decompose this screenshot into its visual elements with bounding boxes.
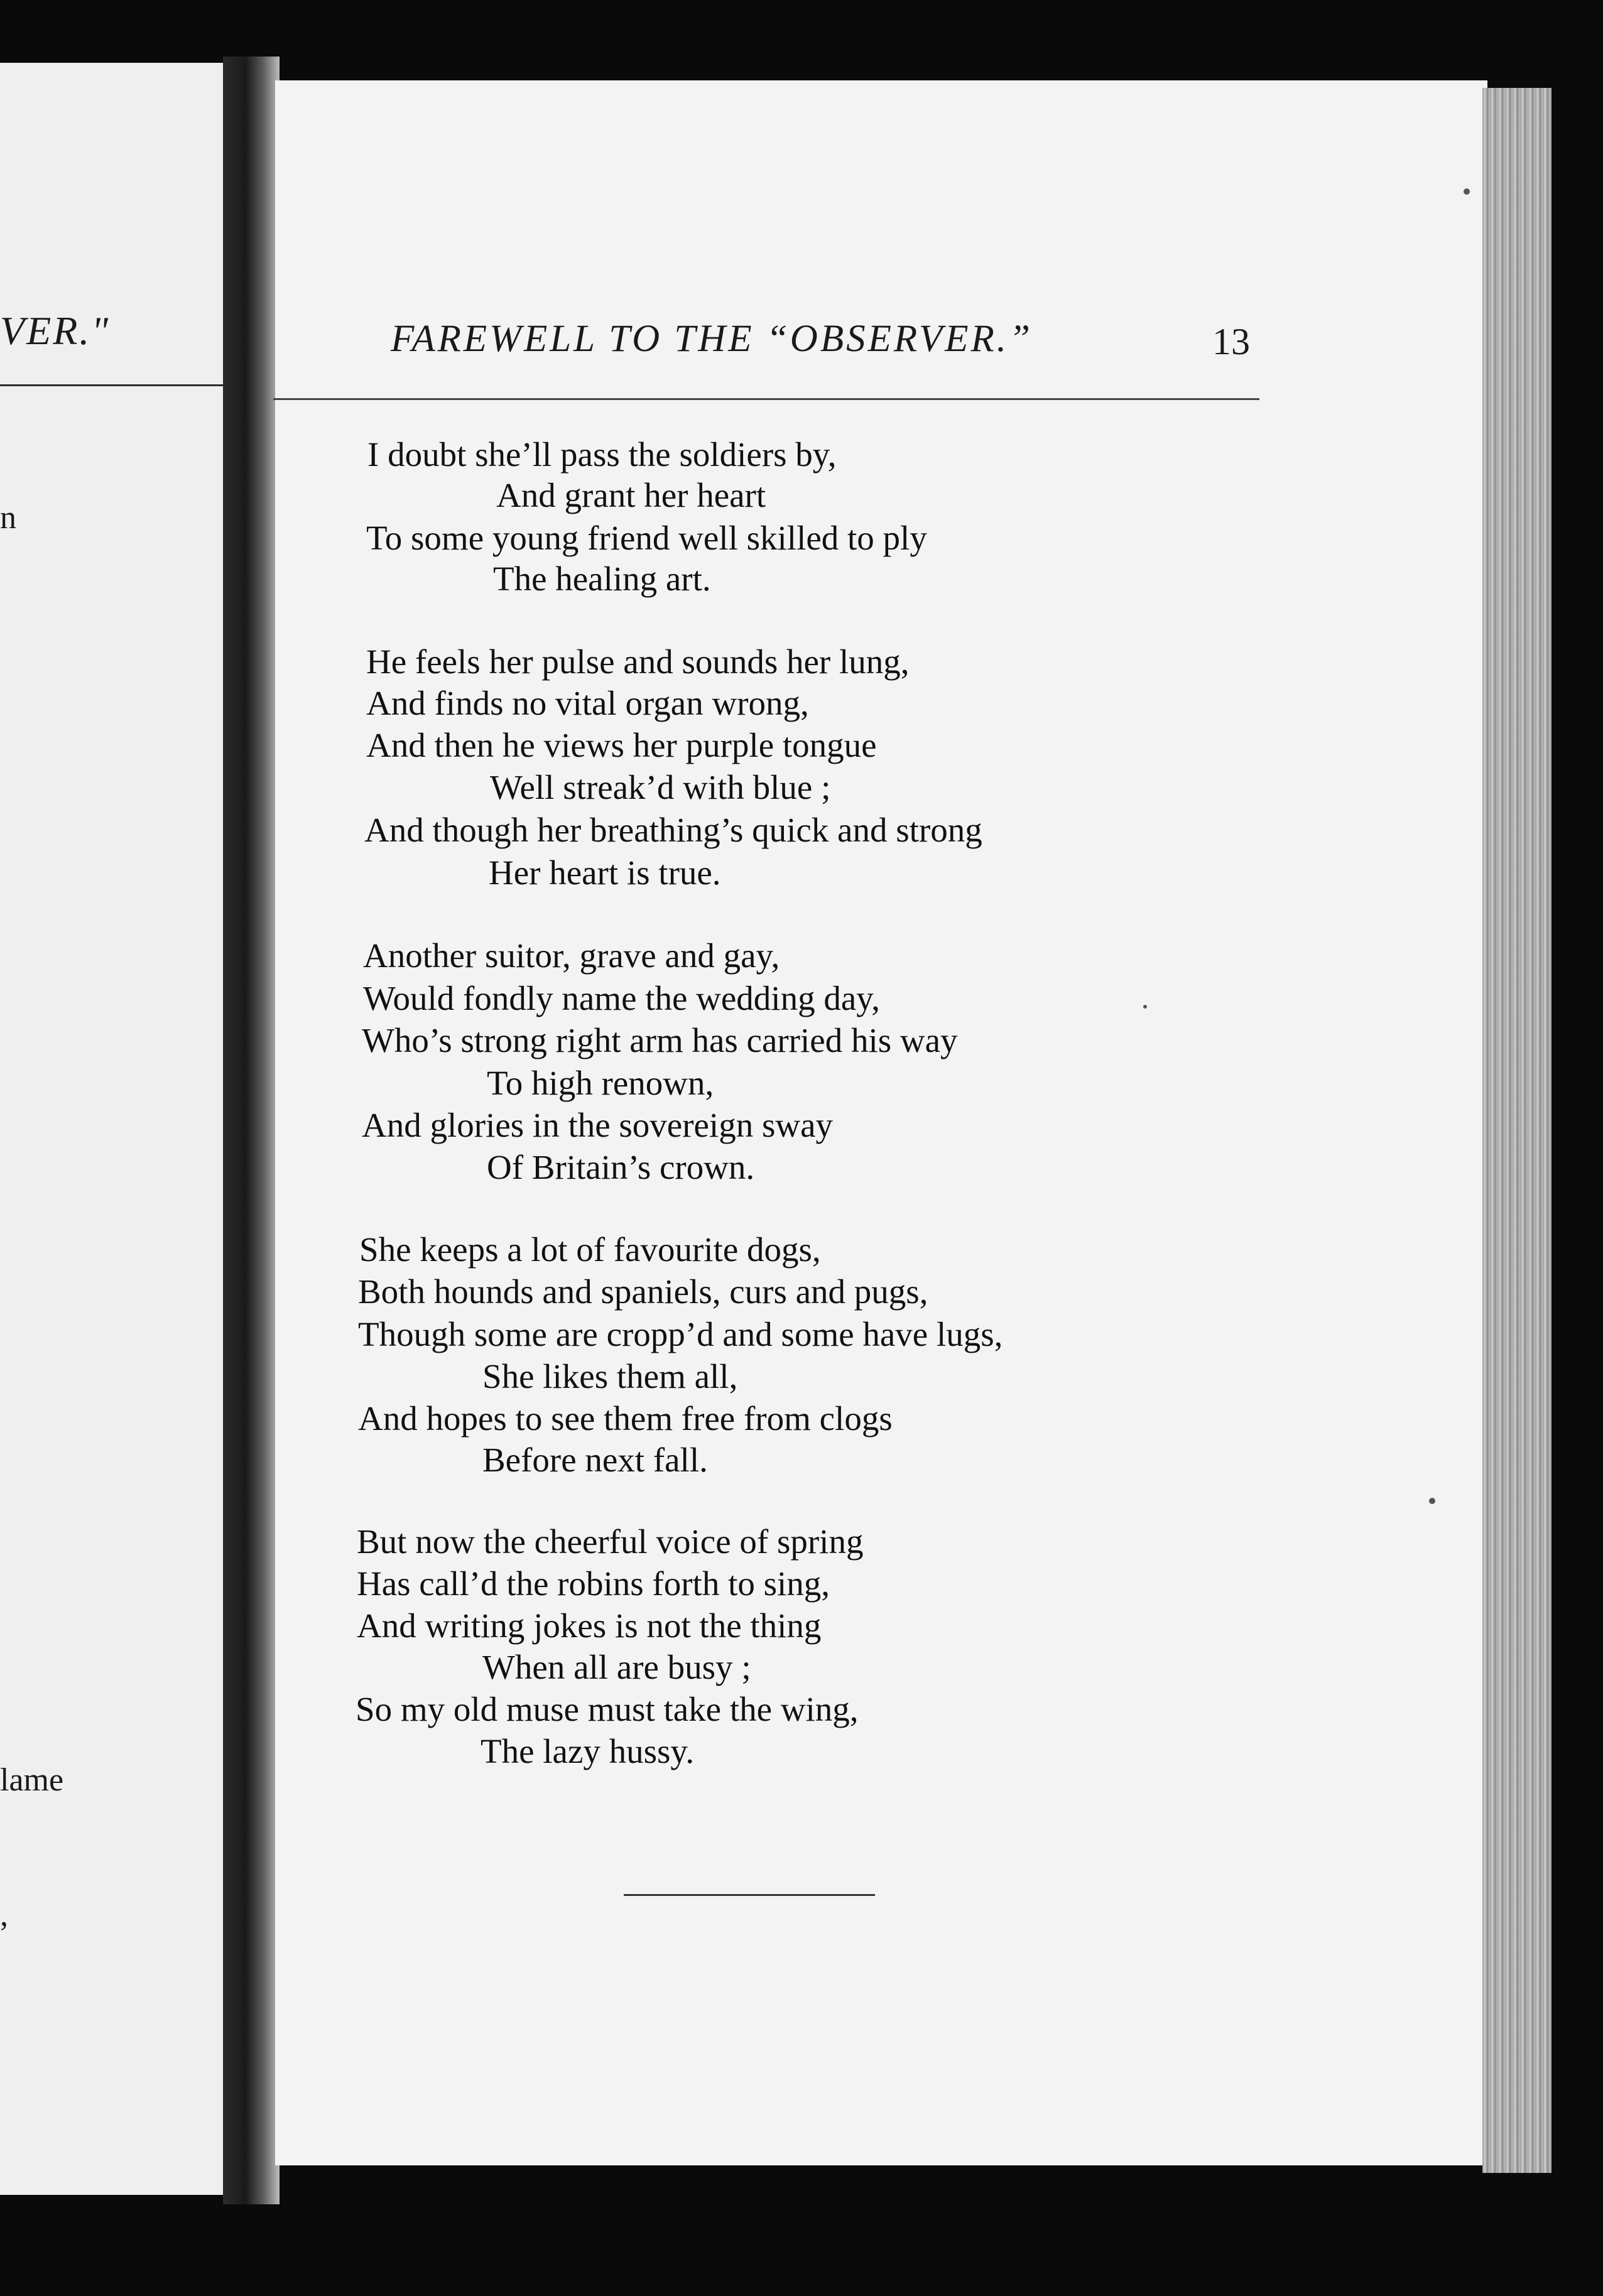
previous-page-fragment: , (0, 1897, 8, 1933)
previous-page-fragment: lame (0, 1762, 64, 1798)
poem-line: Another suitor, grave and gay, (363, 936, 780, 975)
poem-line-indented: The lazy hussy. (481, 1732, 695, 1770)
poem-line: And glories in the sovereign sway (362, 1106, 833, 1144)
poem-line-indented: The healing art. (493, 560, 711, 598)
poem-line-indented: And grant her heart (496, 476, 766, 514)
header-rule (273, 398, 1259, 400)
poem-line-indented: To high renown, (487, 1064, 714, 1102)
book-gutter (223, 57, 280, 2204)
poem-line: Though some are cropp’d and some have lugs, (358, 1315, 1003, 1353)
paper-speck (1464, 188, 1470, 195)
poem-line: And then he views her purple tongue (366, 726, 877, 764)
previous-page-strip (0, 63, 234, 2195)
poem-line: And writing jokes is not the thing (357, 1606, 822, 1645)
poem-line: And though her breathing’s quick and strong (364, 811, 982, 849)
previous-page-fragment: n (0, 500, 16, 536)
poem-line: And finds no vital organ wrong, (366, 684, 809, 722)
poem-line: To some young friend well skilled to ply (366, 519, 927, 557)
previous-page-head-rule (0, 384, 227, 386)
running-head: FAREWELL TO THE “OBSERVER.” (391, 318, 1033, 360)
poem-line: Would fondly name the wedding day, (363, 979, 880, 1017)
poem-line-indented: Before next fall. (482, 1441, 708, 1479)
poem-line-indented: Her heart is true. (489, 853, 721, 892)
poem-line: She keeps a lot of favourite dogs, (359, 1230, 821, 1269)
poem-line-indented: She likes them all, (482, 1357, 738, 1395)
paper-speck (1143, 1005, 1147, 1009)
poem-line-indented: Well streak’d with blue ; (490, 768, 831, 806)
poem-line-indented: When all are busy ; (482, 1648, 751, 1686)
page-number: 13 (1212, 321, 1250, 362)
poem-line: Both hounds and spaniels, curs and pugs, (358, 1272, 928, 1311)
paper-speck (1429, 1498, 1435, 1504)
poem-line: He feels her pulse and sounds her lung, (366, 642, 910, 681)
poem-line: So my old muse must take the wing, (356, 1690, 859, 1728)
previous-page-running-head: VER." (0, 308, 111, 353)
poem-line: I doubt she’ll pass the soldiers by, (367, 435, 837, 474)
poem-line: And hopes to see them free from clogs (358, 1399, 893, 1438)
page-edges (1482, 88, 1551, 2173)
poem-line: But now the cheerful voice of spring (357, 1522, 864, 1561)
poem-line: Who’s strong right arm has carried his way (362, 1021, 958, 1059)
end-of-poem-rule (624, 1894, 875, 1896)
poem-line: Has call’d the robins forth to sing, (357, 1564, 830, 1603)
poem-line-indented: Of Britain’s crown. (487, 1148, 755, 1186)
